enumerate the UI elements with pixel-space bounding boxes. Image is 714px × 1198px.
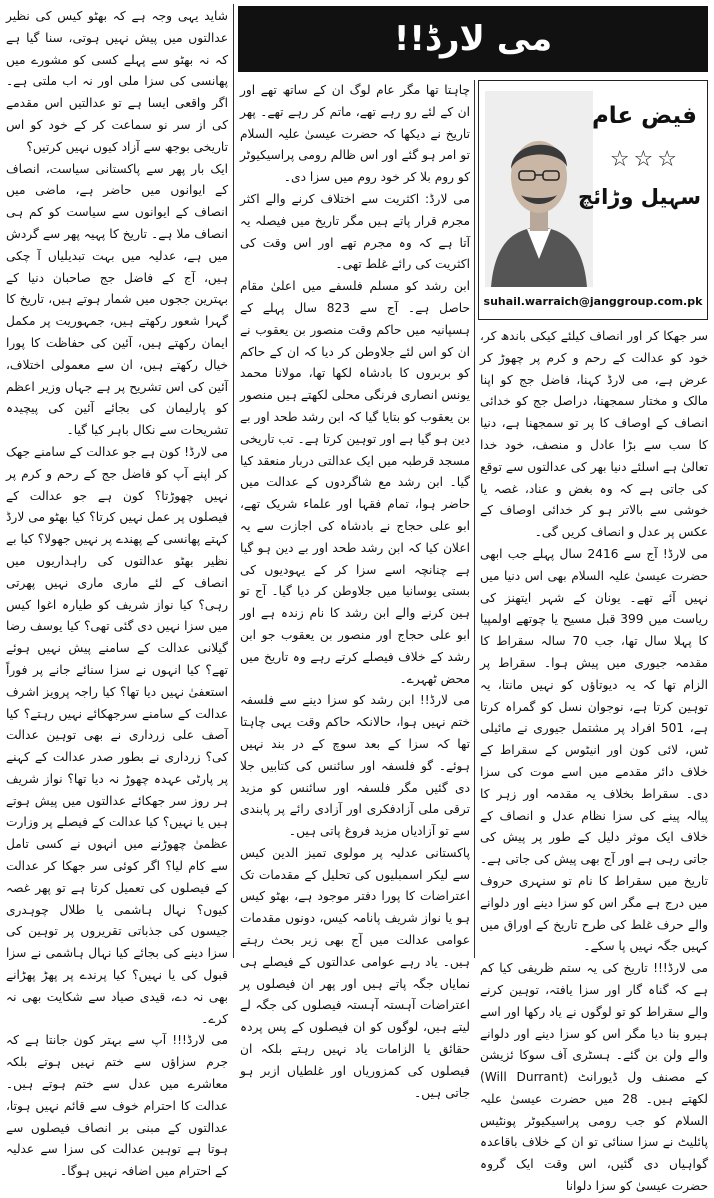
left-column [6, 6, 228, 1179]
stars-icon: ☆☆☆ [609, 147, 681, 172]
paragraph: می لارڈ!! ابن رشد کو سزا دینے سے فلسفہ ختم نہیں ہوا، حالانکہ حاکم وقت یہی چاہتا تھا کہ سزا کے بعد سوچ کے در بند نہیں ہوئے۔ گو فلسفہ اور سائنس کی کتابیں جلا دی گئیں مگر فلسفہ اور سائنس کو مزید ترقی ملی آزادفکری اور آزادی رائے پر پابندی سے تو آزادیاں مزید فروغ پاتی ہیں۔ [240, 693, 470, 839]
paragraph: می لارڈ!!! آپ سے بہتر کون جانتا ہے کہ جرم سزاؤں سے ختم نہیں ہوتے بلکہ معاشرے میں عدل سے ختم ہوتے ہیں۔ عدالت کا احترام خوف سے قائم نہیں ہوتا، عدالتوں کے مبنی بر انصاف فیصلوں سے ہوتا ہے توہین عدالت کی سزا سے عدلیہ کے احترام میں اضافہ نہیں ہوگا۔ [6, 1033, 228, 1179]
paragraph: ابن رشد کو مسلم فلسفے میں اعلیٰ مقام حاصل ہے۔ آج سے 823 سال پہلے کے ہسپانیہ میں حاکم وقت منصور بن یعقوب نے ان کو اس لئے جلاوطن کر دیا کہ ان کے حاکم کو بربروں کا بادشاہ لکھا تھا، مولانا محمد یونس انصاری فرنگی محلی لکھتے ہیں منصور بن یعقوب کو بتایا گیا کہ ابن رشد طحد اور بے دین ہو گیا ہے اور توہین کرتا ہے۔ تب تاریخی مسجد قرطبہ میں ایک عدالتی دربار منعقد کیا گیا۔ ابن رشد مع شاگردوں کے عدالت میں حاضر ہوا، تمام فقہا اور علماء شریک تھے، ابو علی حجاج نے بادشاہ کی اجازت سے یہ اعلان کیا کہ ابن رشد طحد اور بے دین ہو گیا ہے چنانچہ اسے سزا کر کے یہودیوں کی بستی یوسانیا میں جلاوطن کر دیا گیا۔ آج تو ہین کرنے والے ابن رشد کا نام زندہ ہے اور ابو علی حجاج اور منصور بن یعقوب جو ابن رشد کے خلاف فیصلے کرتے رہے وہ تاریخ میں محض ٹھہرے۔ [240, 279, 470, 686]
paragraph: می لارڈ: اکثریت سے اختلاف کرنے والے اکثر مجرم قرار پاتے ہیں مگر تاریخ میں فیصلہ یہ آتا ہے کہ وہ مجرم تھے اور اس وقت کی اکثریت کی رائے غلط تھی۔ [240, 191, 470, 272]
headline-bar [238, 6, 708, 72]
right-column [480, 326, 709, 1194]
paragraph: سر جھکا کر اور انصاف کیلئے کیکی باندھ کر، خود کو عدالت کے رحم و کرم پر چھوڑ کر عرض ہے، می لارڈ کہنا، فاضل جج کو اپنا مالک و مختار سمجھنا، دراصل جج کو خدائی انصاف کے اوصاف کا پر تو سمجھنا ہے، دنیا کا سب سے بڑا عادل و منصف، خود خدا تعالیٰ ہے اسلئے دنیا بھر کی عدالتوں سے توقع کی جاتی ہے کہ وہ بغض و عناد، غصہ یا خوشی سے بالاتر ہو کر خدائی اوصاف کے عکس پر عدل و انصاف کریں گی۔ [480, 329, 708, 540]
author-name: سہیل وڑائچ [578, 185, 701, 209]
author-portrait-image [485, 91, 593, 287]
paragraph: ایک بار پھر سے پاکستانی سیاست، انصاف کے ایوانوں میں حاضر ہے، ماضی میں انصاف کے ایوانوں سے سیاست کو کم ہی انصاف ملا ہے۔ تاریخ کا پہیہ پھر سے گردش میں ہے، عدلیہ میں بہت تبدیلیاں آ چکی ہیں، آج کے فاضل جج صاحبان دنیا کے بہترین ججوں میں شمار ہوتے ہیں، تاریخ کا گہرا شعور رکھتے ہیں، جمہوریت پر مکمل ایمان رکھتے ہیں، آئین کی حفاظت کا پورا خیال رکھتے ہیں، ان سے معمولی اختلاف، آئین کی اس تشریح پر ہے جہاں وزیر اعظم کو پارلیمان کی بجائے آئین کی پیچیدہ تشریحات سے نکال باہر کیا گیا۔ [6, 161, 228, 438]
paragraph: چاہتا تھا مگر عام لوگ ان کے ساتھ تھے اور ان کے لئے رو رہے تھے، ماتم کر رہے تھے۔ پھر تاریخ نے دیکھا کہ حضرت عیسیٰ علیہ السلام تو امر ہو گئے اور اس ظالم رومی پراسیکیوٹر کو روم بلا کر خود روم میں سزا دی۔ [240, 83, 470, 185]
paragraph: پاکستانی عدلیہ پر مولوی تمیز الدین کیس سے لیکر اسمبلیوں کی تحلیل کے مقدمات تک اعتراضات کا پورا دفتر موجود ہے، بھٹو کیس ہو یا نواز شریف پانامہ کیس، دونوں مقدمات عوامی عدالت میں آج بھی زیر بحث رہتے ہیں۔ یاد رہے عوامی عدالتوں کے فیصلے ہی نمایاں جگہ پاتے ہیں اور پھر ان فیصلوں پر اعتراضات آہستہ آہستہ فیصلوں کی جگہ لے لیتے ہیں، لوگوں کو ان فیصلوں کے پس پردہ حقائق یا الزامات یاد نہیں رہتے بلکہ ان فیصلوں کی کمزوریاں اور غلطیاں ازبر ہو جاتی ہیں۔ [240, 845, 470, 1100]
paragraph: شاید یہی وجہ ہے کہ بھٹو کیس کی نظیر عدالتوں میں پیش نہیں ہوتی، سنا گیا ہے کہ نہ بھٹو سے پہلے کسی کو مشورے میں پھانسی کی سزا ملی اور نہ اب ملتی ہے۔ اگر واقعی ایسا ہے تو عدالتیں اس مقدمے کی از سر نو سماعت کر کے خود کو اس تاریخی بوجھ سے آزاد کیوں نہیں کرتیں؟ [6, 9, 228, 154]
headline: می لارڈ!! [393, 19, 553, 59]
column-name: فیض عام [591, 103, 697, 129]
column-divider [474, 80, 475, 958]
column-divider [233, 4, 234, 958]
paragraph: می لارڈ! آج سے 2416 سال پہلے جب ابھی حضرت عیسیٰ علیہ السلام بھی اس دنیا میں نہیں آئے تھے۔ یونان کے شہر ایتھنز کی ریاست میں 399 قبل مسیح یا چوتھے اولمپیا کا پہلا سال تھا، جب 70 سالہ سقراط کا مقدمہ جیوری میں پیش ہوا۔ سقراط پر الزام تھا کہ یہ دیوتاؤں کو نہیں مانتا، یہ توہین کرتا ہے، نوجوان نسل کو گمراہ کرتا ہے، 501 افراد پر مشتمل جیوری نے مائیلی ٹس، لائی کون اور انیٹوس کے سقراط کے خلاف دائر مقدمے میں اسے موت کی سزا دی۔ سقراط بخلاف یہ مقدمہ اور زہر کا پیالہ پینے کی سزا نظام عدل و انصاف کے خلاف ایک موثر دلیل کے طور پر پیش کی جاتی رہی ہے اور آج بھی پیش کی جاتی ہے۔ تاریخ میں سقراط کا نام تو سنہری حروف میں درج ہے مگر اس کو سزا دینے اور دلوانے والے حرف غلط کی طرح تاریخ کے اوراق میں کہیں جگہ نہیں پا سکے۔ [480, 546, 709, 954]
middle-column [240, 80, 470, 1100]
author-photo [485, 91, 593, 287]
paragraph: می لارڈ! کون ہے جو عدالت کے سامنے جھک کر اپنے آپ کو فاضل جج کے رحم و کرم پر نہیں چھوڑتا؟ کون ہے جو عدالت کے فیصلوں پر عمل نہیں کرتا؟ کیا بھٹو می لارڈ کہتے پھانسی کے پھندے پر نہیں جھولا؟ کیا بے نظیر بھٹو عدالتوں کی راہداریوں میں انصاف کے لئے ماری ماری نہیں پھرتی رہی؟ کیا نواز شریف کو طیارہ اغوا کیس میں سزا نہیں دی گئی تھی؟ کیا یوسف رضا گیلانی عدالت کے سامنے پیش نہیں ہوئے تھے؟ کیا انہوں نے سزا سنائے جانے پر فوراً استعفیٰ نہیں دیا تھا؟ کیا راجہ پرویز اشرف عدالت کے سامنے سرجھکائے نہیں رہتے؟ کیا آصف علی زرداری نے بھی توہین عدالت کی؟ زرداری نے بطور صدر عدالت کے کہنے پر پارٹی عہدہ چھوڑ نہ دیا تھا؟ نواز شریف ہر روز سر جھکائے عدالتوں میں پیش ہوتے ہیں یا نہیں؟ کیا عدالت کے فیصلے پر وزارت عظمیٰ چھوڑنے میں انہوں نے کسی تامل سے کام لیا؟ اگر کوئی سر جھکا کر عدالت کے فیصلوں کی تعمیل کرتا ہے تو پھر غصہ کیوں؟ نہال ہاشمی یا طلال چوہدری جیسوں کی جذباتی تقریروں پر توہین کی سزا دینے کی بجائے کیا نہال ہاشمی نے سزا قبول کی یا نہیں؟ کیا پرندے پر پھڑ پھڑانے بھی نہ دے، قیدی صیاد سے شکایت بھی نہ کرے۔ [6, 444, 228, 1026]
byline-box [478, 80, 708, 320]
paragraph: می لارڈ!!! تاریخ کی یہ ستم ظریفی کیا کم ہے کہ گناہ گار اور سزا یافتہ، توہین کرنے والے سقراط کو تو لوگوں نے یاد رکھا اور اسے ہیرو بنا دیا مگر اس کو سزا دینے اور دلوانے والے ولن بن گئے۔ ہسٹری آف سوکا ئزیشن کے مصنف ول ڈیورانٹ (Will Durrant) لکھتے ہیں۔ 28 میں حضرت عیسیٰ علیہ السلام کو جب رومی پراسیکیوٹر پونٹیس پائلیٹ نے سزا سنائی تو ان کے خلاف باقاعدہ گواہیاں دی گئیں، اس وقت ایک گروہ حضرت عیسیٰ کو سزا دلوانا [480, 961, 708, 1194]
author-email: suhail.warraich@janggroup.com.pk [483, 295, 703, 308]
